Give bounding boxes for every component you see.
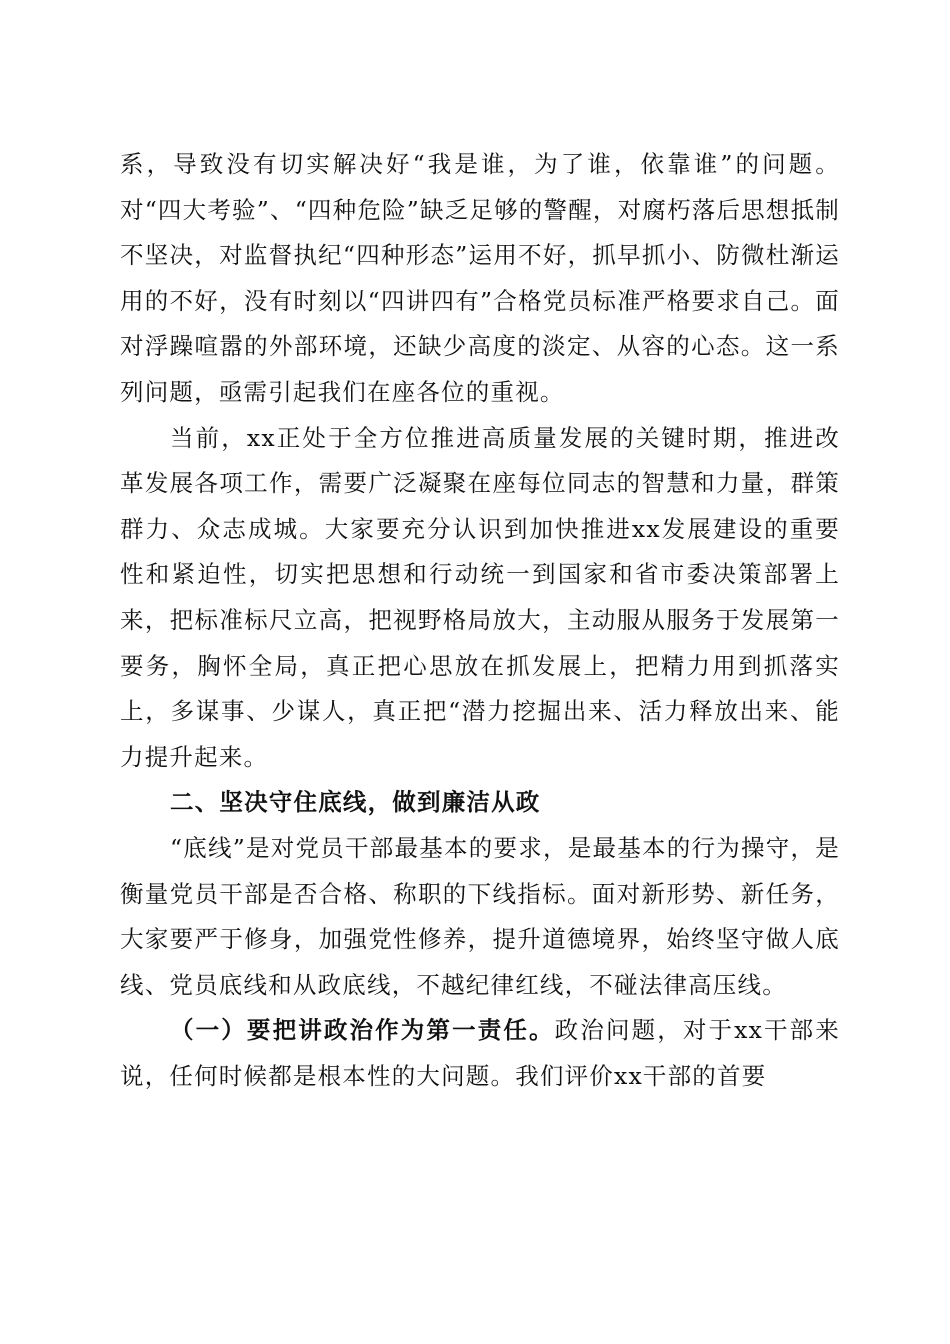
paragraph-political-responsibility-text: 政治问题，对于xx干部来说，任何时候都是根本性的大问题。我们评价xx干部的首要	[120, 1016, 840, 1090]
section-heading-two: 二、坚决守住底线，做到廉洁从政	[170, 788, 541, 817]
paragraph-political-responsibility	[120, 1008, 840, 1099]
document-body	[120, 142, 840, 1099]
paragraph-bottom-line: “底线”是对党员干部最基本的要求，是最基本的行为操守，是衡量党员干部是否合格、称职的下线指标。面对新形势、新任务，大家要严于修身，加强党性修养，提升道德境界，始终坚守做人底线、党员底线和从政底线，不越纪律红线，不碰法律高压线。	[120, 833, 840, 999]
paragraph-continued: 系，导致没有切实解决好“我是谁，为了谁，依靠谁”的问题。对“四大考验”、“四种危险”缺乏足够的警醒，对腐朽落后思想抵制不坚决，对监督执纪“四种形态”运用不好，抓早抓小、防微杜渐运用的不好，没有时刻以“四讲四有”合格党员标准严格要求自己。面对浮躁喧嚣的外部环境，还缺少高度的淡定、从容的心态。这一系列问题，亟需引起我们在座各位的重视。	[120, 150, 840, 406]
subheading-political-responsibility: （一）要把讲政治作为第一责任。	[170, 1016, 555, 1045]
paragraph-current-period: 当前，xx正处于全方位推进高质量发展的关键时期，推进改革发展各项工作，需要广泛凝聚在座每位同志的智慧和力量，群策群力、众志成城。大家要充分认识到加快推进xx发展建设的重要性和紧迫性，切实把思想和行动统一到国家和省市委决策部署上来，把标准标尺立高，把视野格局放大，主动服从服务于发展第一要务，胸怀全局，真正把心思放在抓发展上，把精力用到抓落实上，多谋事、少谋人，真正把“潜力挖掘出来、活力释放出来、能力提升起来。	[120, 423, 840, 771]
